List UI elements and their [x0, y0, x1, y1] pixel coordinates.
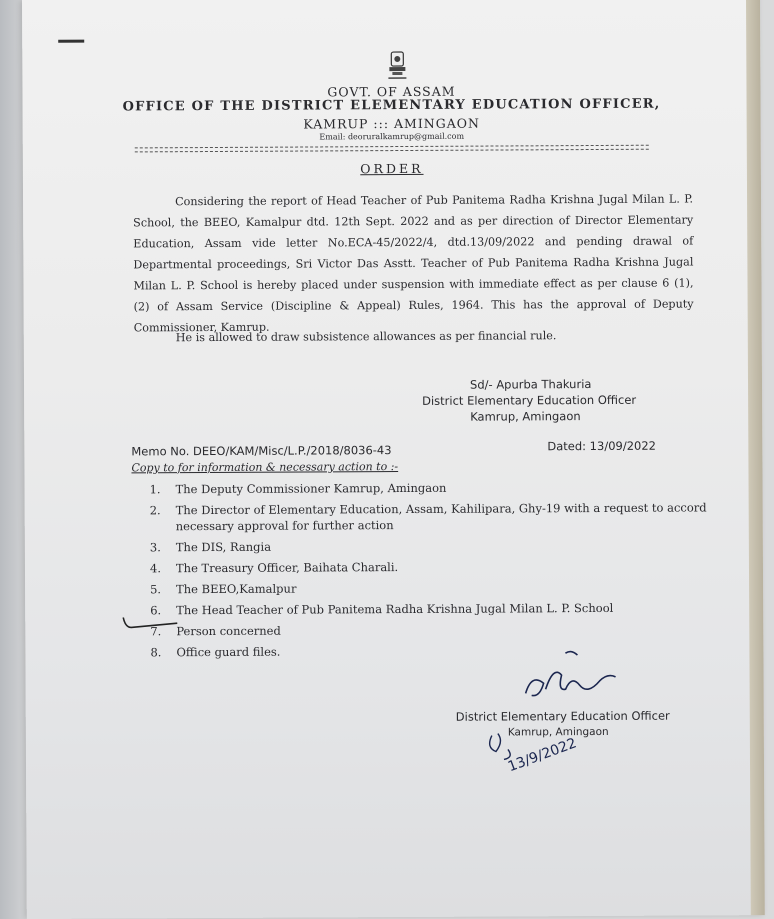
order-title: ORDER	[360, 160, 424, 177]
document-page	[22, 0, 765, 919]
list-item: 3. The DIS, Rangia	[149, 539, 272, 555]
list-item: 2. The Director of Elementary Education, Assam, Kahilipara, Ghy-19 with a request to accord necessary approval for further action	[149, 500, 707, 534]
list-item: 8. Office guard files.	[150, 644, 281, 660]
handwritten-date-icon	[474, 719, 604, 780]
memo-number: Memo No. DEEO/KAM/Misc/L.P./2018/8036-43	[131, 443, 392, 459]
handwritten-tick-icon	[119, 611, 179, 631]
order-paragraph: Considering the report of Head Teacher of Pub Panitema Radha Krishna Jugal Milan L. P. School, the BEEO, Kamalpur dtd. 12th Sept. 2022 and as per direction of Director Elementary Education, Assam vide letter No.ECA-45/2022/4, dtd.13/09/2022 and pending drawal of Departmental proceedings, Sri Victor Das Asstt. Teacher of Pub Panitema Radha Krishna Jugal Milan L. P. School is hereby placed under suspension with immediate effect as per clause 6 (1), (2) of Assam Service (Discipline & Appeal) Rules, 1964. This has the approval of Deputy Commissioner, Kamrup.	[133, 192, 694, 335]
office-heading: OFFICE OF THE DISTRICT ELEMENTARY EDUCATION OFFICER,	[122, 96, 661, 115]
signature-scribble-icon	[495, 645, 625, 716]
office-place: KAMRUP ::: AMINGAON	[303, 115, 480, 132]
office-email: Email: deoruralkamrup@gmail.com	[319, 131, 465, 142]
memo-date: Dated: 13/09/2022	[547, 438, 656, 454]
margin-mark	[58, 40, 84, 43]
copy-list	[150, 478, 711, 665]
header-divider	[135, 145, 649, 153]
footer-signatory-place: Kamrup, Amingaon	[507, 725, 609, 739]
signatory-title: District Elementary Education Officer	[422, 392, 637, 408]
list-item: 7. Person concerned	[150, 623, 281, 639]
allowance-paragraph: He is allowed to draw subsistence allowances as per financial rule.	[175, 329, 557, 345]
copy-to-heading: Copy to for information & necessary action to :-	[131, 460, 399, 475]
list-item: 1. The Deputy Commissioner Kamrup, Amingaon	[149, 480, 447, 497]
govt-heading: GOVT. OF ASSAM	[327, 83, 456, 100]
list-item: 6. The Head Teacher of Pub Panitema Radha Krishna Jugal Milan L. P. School	[150, 600, 614, 618]
list-item: 4. The Treasury Officer, Baihata Charali.	[149, 560, 399, 576]
signatory-place: Kamrup, Amingaon	[470, 409, 581, 424]
signatory-name: Sd/- Apurba Thakuria	[469, 377, 592, 392]
state-emblem-icon	[384, 50, 410, 82]
footer-signatory-title: District Elementary Education Officer	[455, 708, 670, 724]
handwritten-date: 13/9/2022	[505, 735, 579, 776]
list-item: 5. The BEEO,Kamalpur	[150, 581, 297, 597]
